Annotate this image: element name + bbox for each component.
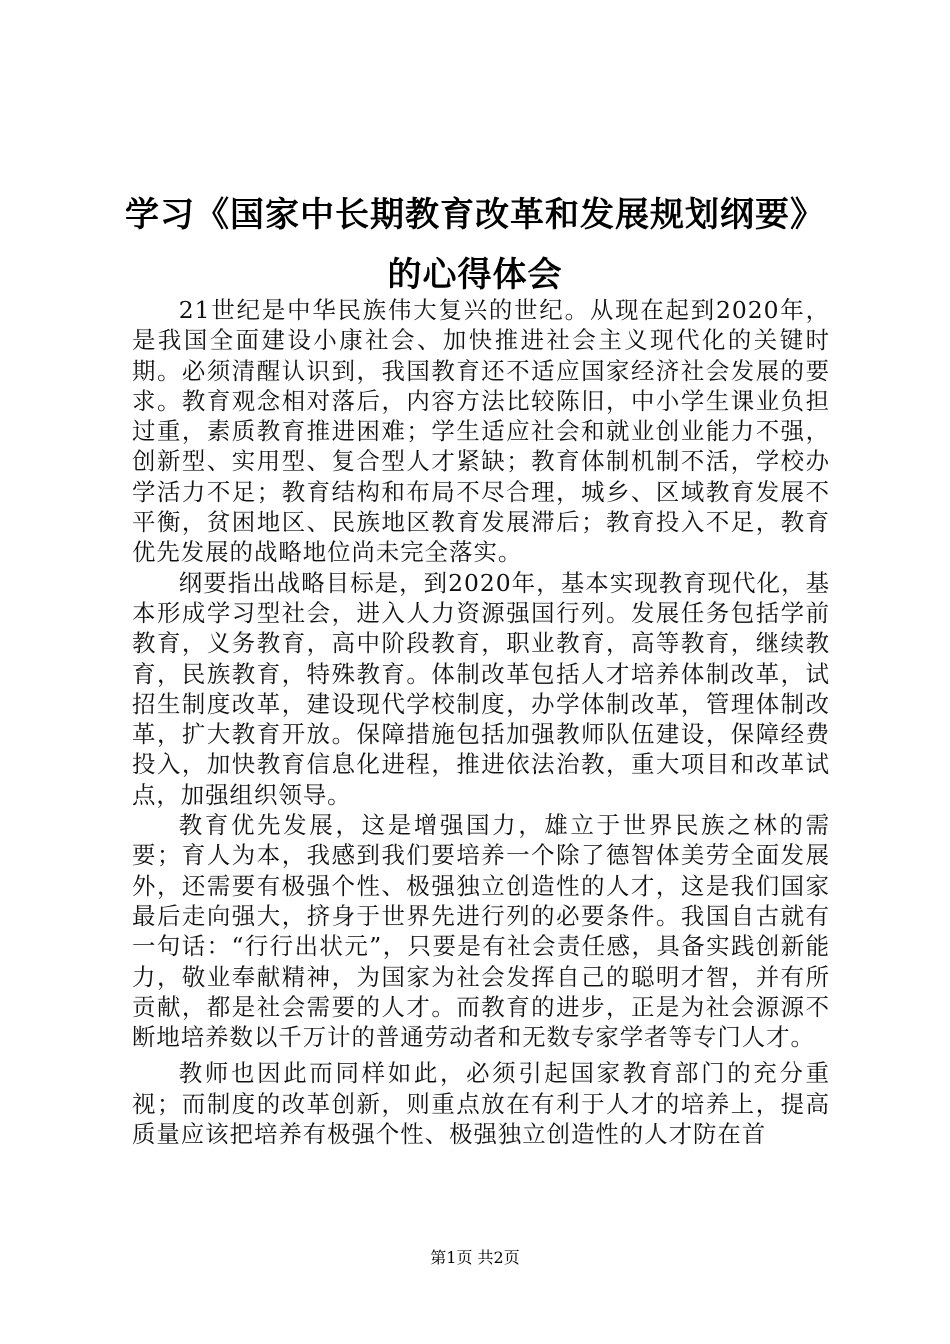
paragraph-1: 21世纪是中华民族伟大复兴的世纪。从现在起到2020年，是我国全面建设小康社会、加快推进社会主义现代化的关键时期。必须清醒认识到，我国教育还不适应国家经济社会发展的要求。教育观念相对落后，内容方法比较陈旧，中小学生课业负担过重，素质教育推进困难；学生适应社会和就业创业能力不强，创新型、实用型、复合型人才紧缺；教育体制机制不活，学校办学活力不足；教育结构和布局不尽合理，城乡、区域教育发展不平衡，贫困地区、民族地区教育发展滞后；教育投入不足，教育优先发展的战略地位尚未完全落实。 [132,296,830,567]
document-title-line-1: 学习《国家中长期教育改革和发展规划纲要》 [125,195,825,235]
document-title-line-2: 的心得体会 [387,255,563,295]
paragraph-2: 纲要指出战略目标是，到2020年，基本实现教育现代化，基本形成学习型社会，进入人力资源强国行列。发展任务包括学前教育，义务教育，高中阶段教育，职业教育，高等教育，继续教育，民族教育，特殊教育。体制改革包括人才培养体制改革，试招生制度改革，建设现代学校制度，办学体制改革，管理体制改革，扩大教育开放。保障措施包括加强教师队伍建设，保障经费投入，加快教育信息化进程，推进依法治教，重大项目和改革试点，加强组织领导。 [132,568,830,809]
paragraph-3: 教育优先发展，这是增强国力，雄立于世界民族之林的需要；育人为本，我感到我们要培养一个除了德智体美劳全面发展外，还需要有极强个性、极强独立创造性的人才，这是我们国家最后走向强大，挤身于世界先进行列的必要条件。我国自古就有一句话：“行行出状元”，只要是有社会责任感，具备实践创新能力，敬业奉献精神，为国家为社会发挥自己的聪明才智，并有所贡献，都是社会需要的人才。而教育的进步，正是为社会源源不断地培养数以千万计的普通劳动者和无数专家学者等专门人才。 [132,811,830,1052]
paragraph-4: 教师也因此而同样如此，必须引起国家教育部门的充分重视；而制度的改革创新，则重点放在有利于人才的培养上，提高质量应该把培养有极强个性、极强独立创造性的人才防在首 [132,1059,830,1149]
document-body [132,295,830,1149]
page-number-footer: 第1页 共2页 [430,1248,520,1267]
